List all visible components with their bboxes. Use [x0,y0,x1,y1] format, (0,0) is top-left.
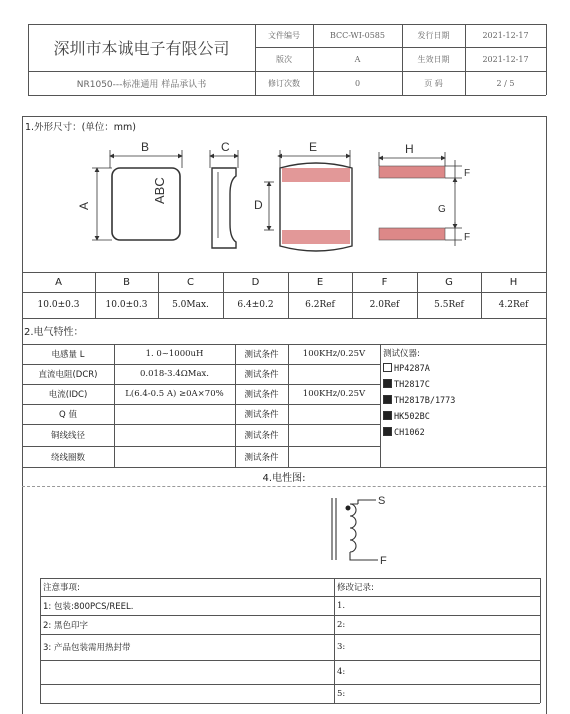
issue-date-value: 2021-12-17 [482,31,529,40]
note-item: 2: 黑色印字 [43,620,88,631]
revisions-title: 修改记录: [337,583,374,593]
row-turns-name: 绕线圈数 [50,452,85,463]
doc-number-label: 文件编号 [268,31,300,40]
version-label: 版次 [276,54,292,64]
label-b: B [141,140,150,154]
row-idc-name: 电流(IDC) [48,390,88,400]
row-dcr-cond [288,364,380,384]
dim-header-a: A [55,276,62,288]
row-turns-cond-label: 测试条件 [244,452,279,463]
row-wire-cond-label: 测试条件 [244,431,279,441]
revision-item: 2: [337,619,346,630]
page-label: 页 码 [424,78,443,88]
label-c: C [221,140,230,154]
row-inductance-cond: 100KHz/0.25V [302,349,366,359]
checkbox-empty-icon [383,363,392,372]
part-marking: ABC [152,177,167,204]
dim-header-c: C [187,276,194,288]
revision-item: 3: [337,642,346,652]
dim-header-d: D [251,276,260,288]
instruments-title: 测试仪器: [383,349,420,359]
label-f-top: F [464,168,471,179]
dim-header-b: B [123,276,130,288]
instrument-hk502bc: HK502BC [383,411,430,422]
dim-value-a: 10.0±0.3 [37,300,80,310]
revision-item: 4: [337,667,346,677]
instrument-th2817c: TH2817C [383,379,430,390]
label-h: H [405,142,414,156]
label-a: A [77,201,91,210]
instrument-hp4287a: HP4287A [383,363,430,374]
checkbox-filled-icon [383,395,392,404]
row-wire-value [114,424,235,446]
dim-value-g: 5.5Ref [434,300,464,310]
row-dcr-value: 0.018-3.4ΩMax. [139,369,210,379]
row-inductance-value: 1. 0~1000uH [145,349,204,359]
note-item: 1: 包装:800PCS/REEL. [43,601,134,612]
checkbox-filled-icon [383,427,392,436]
row-q-cond-label: 测试条件 [244,410,279,420]
start-label: S [378,495,386,507]
notes-title: 注意事项: [43,583,80,593]
row-q-value [114,404,235,424]
dim-header-g: G [445,276,453,288]
dim-header-e: E [316,276,324,288]
dim-value-d: 6.4±0.2 [237,300,274,310]
row-idc-cond: 100KHz/0.25V [302,389,366,399]
row-wire-name: 铜线线径 [50,431,85,441]
row-inductance-cond-label: 测试条件 [244,350,279,360]
row-idc-cond-label: 测试条件 [244,390,279,400]
effective-date-label: 生效日期 [417,54,450,64]
version-value: A [354,54,361,64]
instrument-ch1062: CH1062 [383,427,425,438]
issue-date-label: 发行日期 [417,31,450,40]
label-g: G [438,204,446,215]
finish-label: F [380,555,387,567]
row-turns-cond [288,446,380,467]
row-q-name: Q 值 [59,410,77,420]
row-turns-value [114,446,235,467]
checkbox-filled-icon [383,379,392,388]
revision-item: 1. [337,600,346,611]
row-q-cond [288,404,380,424]
dim-value-h: 4.2Ref [498,300,529,310]
label-d: D [254,198,263,212]
label-e: E [309,140,318,154]
note-item: 3: 产品包装需用热封带 [43,643,131,653]
checkbox-filled-icon [383,411,392,420]
dim-header-h: H [509,276,518,288]
revision-item: 5: [337,688,346,699]
row-idc-value: L(6.4-0.5 A) ≥0A×70% [125,389,224,399]
effective-date-value: 2021-12-17 [482,54,529,64]
row-dcr-cond-label: 测试条件 [244,370,279,380]
dimension-drawing [22,134,546,272]
doc-number-value: BCC-WI-0585 [330,31,385,40]
company-name: 深圳市本诚电子有限公司 [53,39,230,58]
revision-count-label: 修订次数 [268,78,300,88]
revision-count-value: 0 [354,78,361,88]
dim-value-e: 6.2Ref [305,300,335,310]
section2-title: 2.电气特性： [24,327,84,338]
row-inductance-name: 电感量 L [51,350,85,360]
dim-value-f: 2.0Ref [369,300,400,310]
winding-diagram [320,490,400,570]
instrument-th2817b: TH2817B/1773 [383,395,455,406]
dim-value-c: 5.0Max. [172,300,209,310]
page-value: 2 / 5 [496,78,515,88]
section1-title: 1.外形尺寸：(单位：mm) [25,122,136,133]
dim-header-f: F [381,276,388,288]
row-dcr-name: 直流电阻(DCR) [38,370,98,380]
row-wire-cond [288,424,380,446]
section4-title: 4.电性图: [262,472,306,484]
product-line: NR1050---标准通用 样品承认书 [76,79,207,90]
dim-value-b: 10.0±0.3 [105,300,148,310]
label-f-bottom: F [464,232,471,243]
